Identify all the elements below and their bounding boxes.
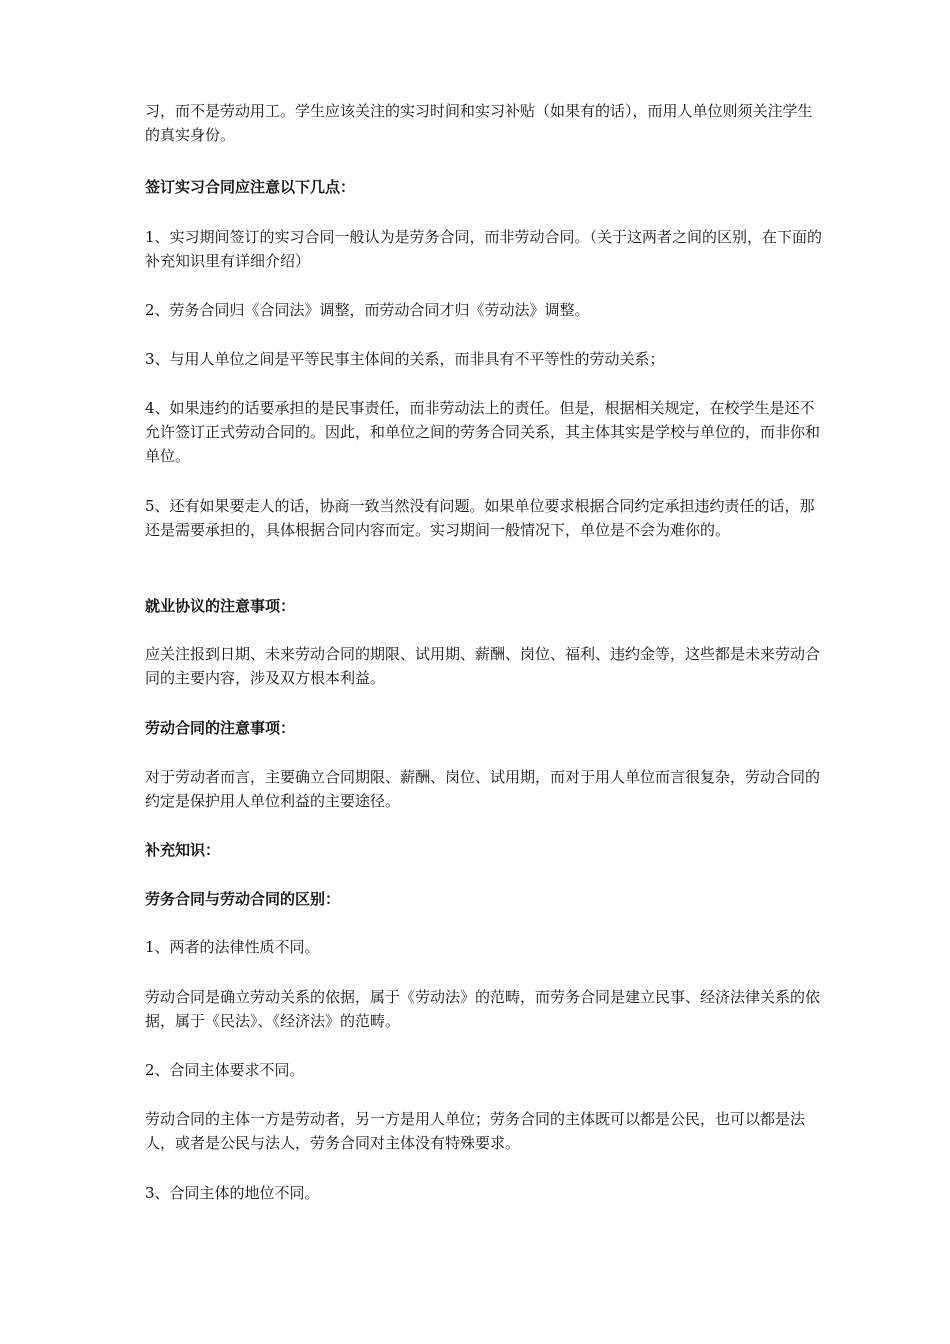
heading-differences: 劳务合同与劳动合同的区别： (145, 890, 341, 908)
paragraph-diff-1-body: 劳动合同是确立劳动关系的依据，属于《劳动法》的范畴，而劳务合同是建立民事、经济法律关系的依据，属于《民法》、《经济法》的范畴。 (145, 988, 821, 1030)
paragraph-point-5: 5、还有如果要走人的话，协商一致当然没有问题。如果单位要求根据合同约定承担违约责任的话，那还是需要承担的，具体根据合同内容而定。实习期间一般情况下，单位是不会为难你的。 (145, 497, 815, 539)
paragraph-point-2: 2、劳务合同归《合同法》调整，而劳动合同才归《劳动法》调整。 (145, 301, 590, 319)
paragraph-employment-agreement: 应关注报到日期、未来劳动合同的期限、试用期、薪酬、岗位、福利、违约金等，这些都是未来劳动合同的主要内容，涉及双方根本利益。 (145, 645, 821, 687)
paragraph-point-1: 1、实习期间签订的实习合同一般认为是劳务合同，而非劳动合同。（关于这两者之间的区别，在下面的补充知识里有详细介绍） (145, 228, 823, 270)
paragraph-labor-contract: 对于劳动者而言，主要确立合同期限、薪酬、岗位、试用期，而对于用人单位而言很复杂，劳动合同的约定是保护用人单位利益的主要途径。 (145, 768, 821, 810)
paragraph-point-3: 3、与用人单位之间是平等民事主体间的关系，而非具有不平等性的劳动关系； (145, 350, 665, 368)
heading-employment-agreement: 就业协议的注意事项： (145, 597, 296, 615)
paragraph-diff-2-body: 劳动合同的主体一方是劳动者，另一方是用人单位；劳务合同的主体既可以都是公民，也可以都是法人，或者是公民与法人，劳务合同对主体没有特殊要求。 (145, 1110, 806, 1152)
paragraph-intro: 习，而不是劳动用工。学生应该关注的实习时间和实习补贴（如果有的话），而用人单位则须关注学生的真实身份。 (145, 102, 813, 144)
paragraph-diff-3-title: 3、合同主体的地位不同。 (145, 1184, 320, 1202)
paragraph-diff-1-title: 1、两者的法律性质不同。 (145, 938, 320, 956)
heading-labor-contract: 劳动合同的注意事项： (145, 719, 296, 737)
heading-internship-contract: 签订实习合同应注意以下几点： (145, 178, 356, 196)
paragraph-diff-2-title: 2、合同主体要求不同。 (145, 1061, 305, 1079)
heading-supplementary: 补充知识： (145, 841, 221, 859)
paragraph-point-4: 4、如果违约的话要承担的是民事责任，而非劳动法上的责任。但是，根据相关规定，在校学生是还不允许签订正式劳动合同的。因此，和单位之间的劳务合同关系，其主体其实是学校与单位的，而非你和单位。 (145, 399, 821, 465)
